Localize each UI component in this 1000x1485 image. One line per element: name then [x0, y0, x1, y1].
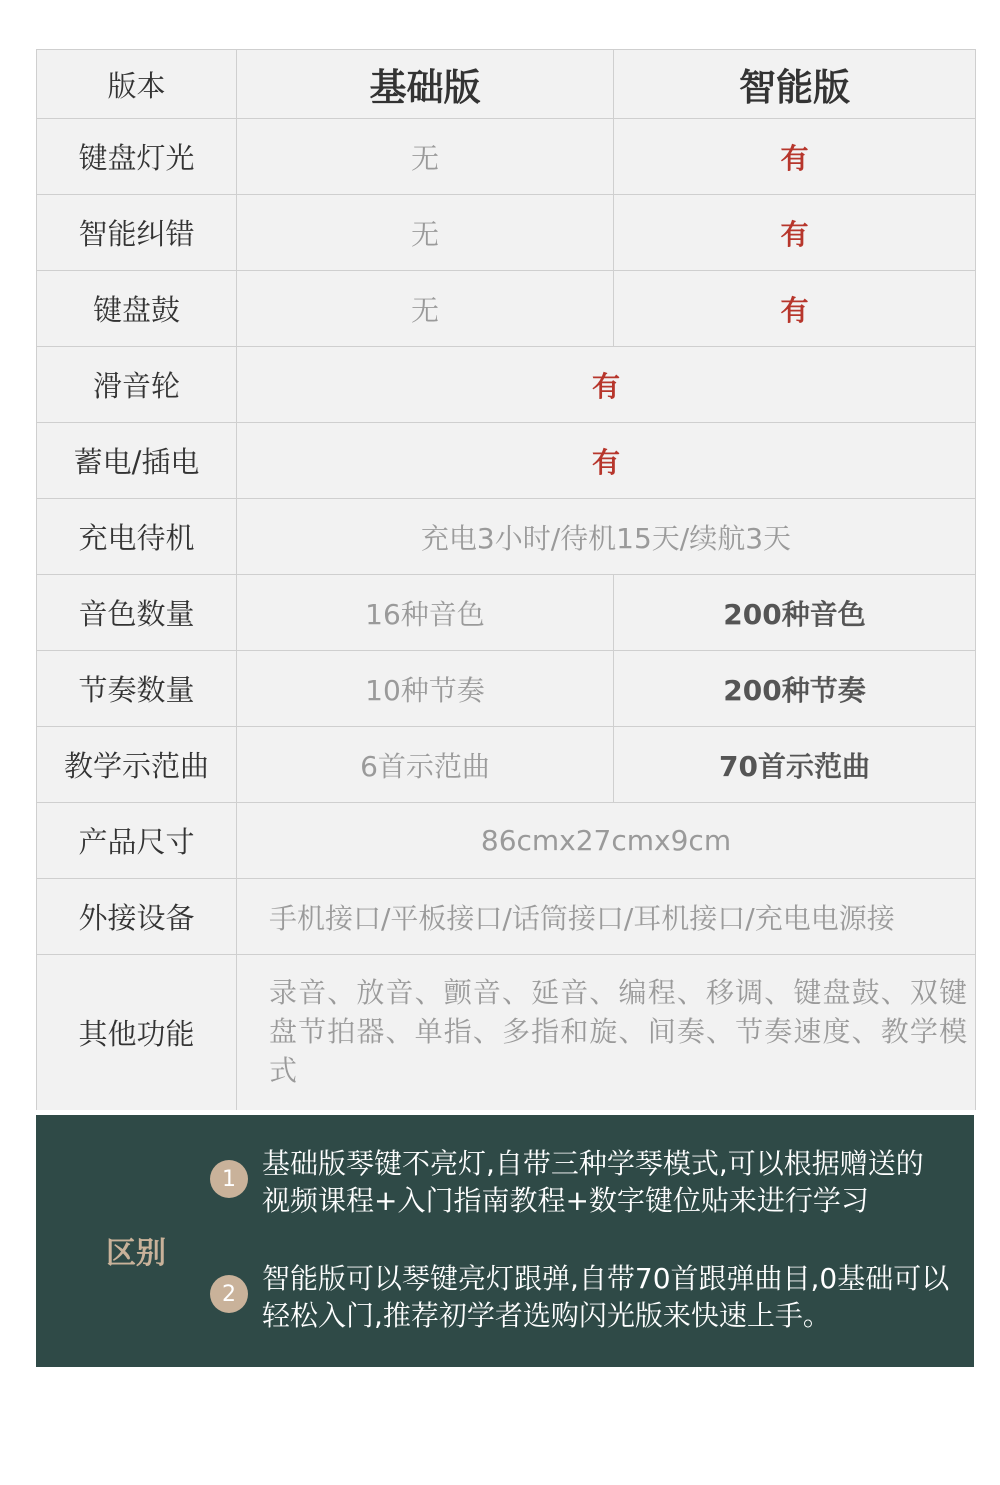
comparison-table [36, 49, 976, 1110]
shared-value: 充电3小时/待机15天/续航3天 [420, 521, 792, 555]
shared-value: 手机接口/平板接口/话筒接口/耳机接口/充电电源接 [269, 901, 895, 935]
header-smart-edition: 智能版 [739, 66, 850, 109]
row-label: 蓄电/插电 [37, 423, 237, 498]
basic-value: 无 [237, 119, 614, 194]
table-row [37, 195, 975, 271]
row-label: 滑音轮 [37, 347, 237, 422]
row-label: 键盘鼓 [37, 271, 237, 346]
table-row [37, 119, 975, 195]
row-label: 充电待机 [37, 499, 237, 574]
header-version-label: 版本 [37, 50, 237, 118]
table-row [37, 955, 975, 1110]
basic-value: 无 [237, 195, 614, 270]
difference-item [210, 1145, 950, 1219]
basic-value: 无 [237, 271, 614, 346]
smart-value: 70首示范曲 [719, 749, 870, 783]
row-label: 节奏数量 [37, 651, 237, 726]
row-label: 产品尺寸 [37, 803, 237, 878]
header-basic-edition: 基础版 [237, 50, 614, 118]
difference-panel [36, 1115, 974, 1367]
smart-value: 有 [780, 141, 809, 175]
shared-value: 有 [591, 369, 620, 403]
shared-value: 录音、放音、颤音、延音、编程、移调、键盘鼓、双键盘节拍器、单指、多指和旋、间奏、节奏速度、教学模式 [269, 976, 967, 1087]
row-label: 教学示范曲 [37, 727, 237, 802]
smart-value: 200种音色 [723, 597, 866, 631]
row-label: 外接设备 [37, 879, 237, 954]
table-row [37, 651, 975, 727]
smart-value: 有 [780, 217, 809, 251]
table-header-row [37, 50, 975, 119]
row-label: 智能纠错 [37, 195, 237, 270]
table-row [37, 499, 975, 575]
table-row [37, 423, 975, 499]
difference-text: 基础版琴键不亮灯,自带三种学琴模式,可以根据赠送的视频课程+入门指南教程+数字键位贴来进行学习 [262, 1147, 924, 1217]
basic-value: 16种音色 [237, 575, 614, 650]
smart-value: 有 [780, 293, 809, 327]
basic-value: 6首示范曲 [237, 727, 614, 802]
table-row [37, 727, 975, 803]
smart-value: 200种节奏 [723, 673, 866, 707]
table-row [37, 803, 975, 879]
basic-value: 10种节奏 [237, 651, 614, 726]
table-row [37, 271, 975, 347]
table-row [37, 879, 975, 955]
difference-label: 区别 [106, 1236, 166, 1271]
row-label: 键盘灯光 [37, 119, 237, 194]
difference-text: 智能版可以琴键亮灯跟弹,自带70首跟弹曲目,0基础可以轻松入门,推荐初学者选购闪光版来快速上手。 [262, 1262, 950, 1332]
row-label: 音色数量 [37, 575, 237, 650]
number-badge: 1 [210, 1160, 248, 1198]
number-badge: 2 [210, 1275, 248, 1313]
shared-value: 86cmx27cmx9cm [480, 824, 732, 857]
shared-value: 有 [591, 445, 620, 479]
difference-item [210, 1260, 950, 1334]
row-label: 其他功能 [37, 955, 237, 1110]
table-row [37, 575, 975, 651]
table-row [37, 347, 975, 423]
